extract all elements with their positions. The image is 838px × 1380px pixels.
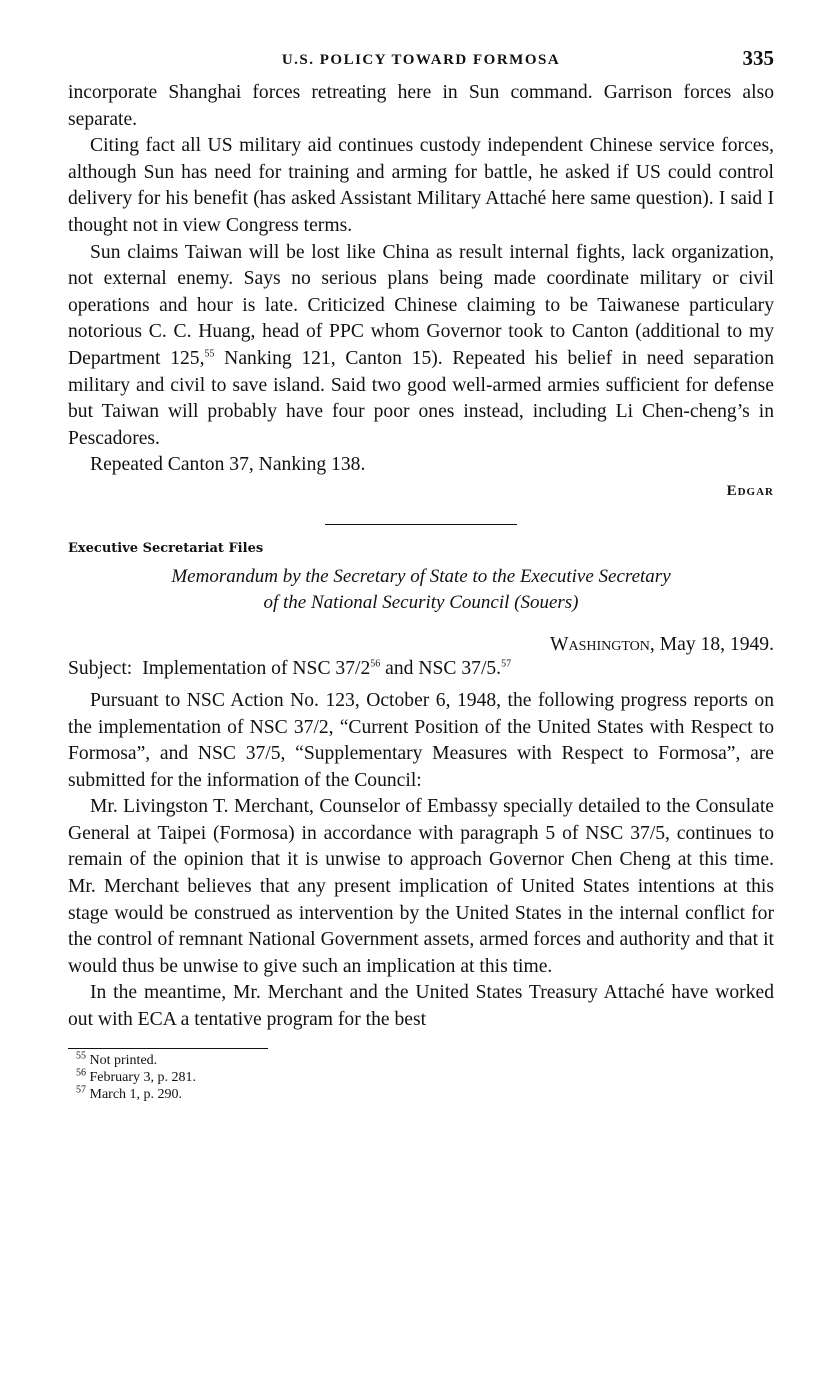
paragraph-text: Nanking 121, Canton 15). Repeated his belief in need separation military and civil to save island. Said two good well-armed armies sufficient for defense but Taiwan will probably have four poor ones instead, including Li Chen-cheng’s in Pescadores.: [68, 347, 774, 449]
document-page: [68, 40, 774, 1103]
section-divider: [325, 524, 517, 525]
paragraph-repeated: Repeated Canton 37, Nanking 138.: [90, 454, 366, 476]
date-city: Washington: [550, 633, 650, 655]
footnote-number: 55: [76, 1049, 86, 1061]
paragraph-meantime: In the meantime, Mr. Merchant and the United States Treasury Attaché have worked out with ECA a tentative program for the best: [68, 982, 774, 1031]
subject-text: and NSC 37/5.: [380, 657, 502, 679]
footnote-number: 56: [76, 1066, 86, 1078]
document-title: [68, 564, 774, 616]
paragraph-continued: incorporate Shanghai forces retreating here in Sun command. Garrison forces also separate.: [68, 82, 774, 130]
footnote-ref: 56: [370, 658, 381, 670]
paragraph-military-aid: Citing fact all US military aid continues custody independent Chinese service forces, although Sun has need for training and arming for battle, he asked if US could control delivery for his benefit (has asked Assistant Military Attaché here same question). I said I thought not in view Congress terms.: [68, 135, 774, 236]
paragraph-sun-claims: [68, 240, 774, 453]
footnote-ref: 55: [204, 348, 215, 360]
dateline: [68, 634, 774, 656]
page-header: [68, 40, 774, 80]
footnote-text: February 3, p. 281.: [89, 1069, 197, 1085]
footnote-text: Not printed.: [89, 1052, 158, 1068]
subject-label: Subject:: [68, 657, 133, 679]
signature: Edgar: [726, 482, 774, 499]
footnote: [68, 1049, 268, 1069]
document-title-line: Memorandum by the Secretary of State to the Executive Secretary: [171, 565, 671, 587]
page-number: 335: [742, 46, 774, 70]
paragraph-pursuant: Pursuant to NSC Action No. 123, October 6, 1948, the following progress reports on the implementation of NSC 37/2, “Current Position of the United States with Respect to Formosa”, and NSC 37/5, “Supplementary Measures with Respect to Formosa”, are submitted for the information of the Council:: [68, 689, 774, 791]
document-title-line: of the National Security Council (Souers): [263, 591, 579, 613]
paragraph-merchant: Mr. Livingston T. Merchant, Counselor of Embassy specially detailed to the Consulate General at Taipei (Formosa) in accordance with paragraph 5 of NSC 37/5, continues to remain of the opinion that it is unwise to approach Governor Chen Cheng at this time. Mr. Merchant believes that any present implication of United States intentions at this stage would be construed as intervention by the United States in the internal conflict for the control of remnant National Government assets, armed forces and authority and that it would thus be unwise to give such an implication at this time.: [68, 796, 774, 977]
footnote: [68, 1066, 268, 1086]
running-title: U.S. POLICY TOWARD FORMOSA: [281, 52, 561, 68]
source-label: Executive Secretariat Files: [68, 540, 264, 556]
date-text: , May 18, 1949.: [649, 633, 774, 655]
footnote: [68, 1083, 268, 1103]
footnote-ref: 57: [501, 658, 512, 670]
subject-text: Implementation of NSC 37/2: [142, 657, 371, 679]
paragraph-text: Sun claims Taiwan will be lost like China as result internal fights, lack organization, not external enemy. Says no serious plans being made coordinate military or civil operations and hour is late. Criticized Chinese claiming to be Taiwanese particulary notorious C. C. Huang, head of PPC whom Governor took to Canton (additional to my Department 125,: [68, 241, 774, 369]
subject-line: [68, 658, 774, 680]
footnote-number: 57: [76, 1083, 86, 1095]
footnote-text: March 1, p. 290.: [89, 1086, 183, 1102]
footnotes: [68, 1048, 268, 1103]
